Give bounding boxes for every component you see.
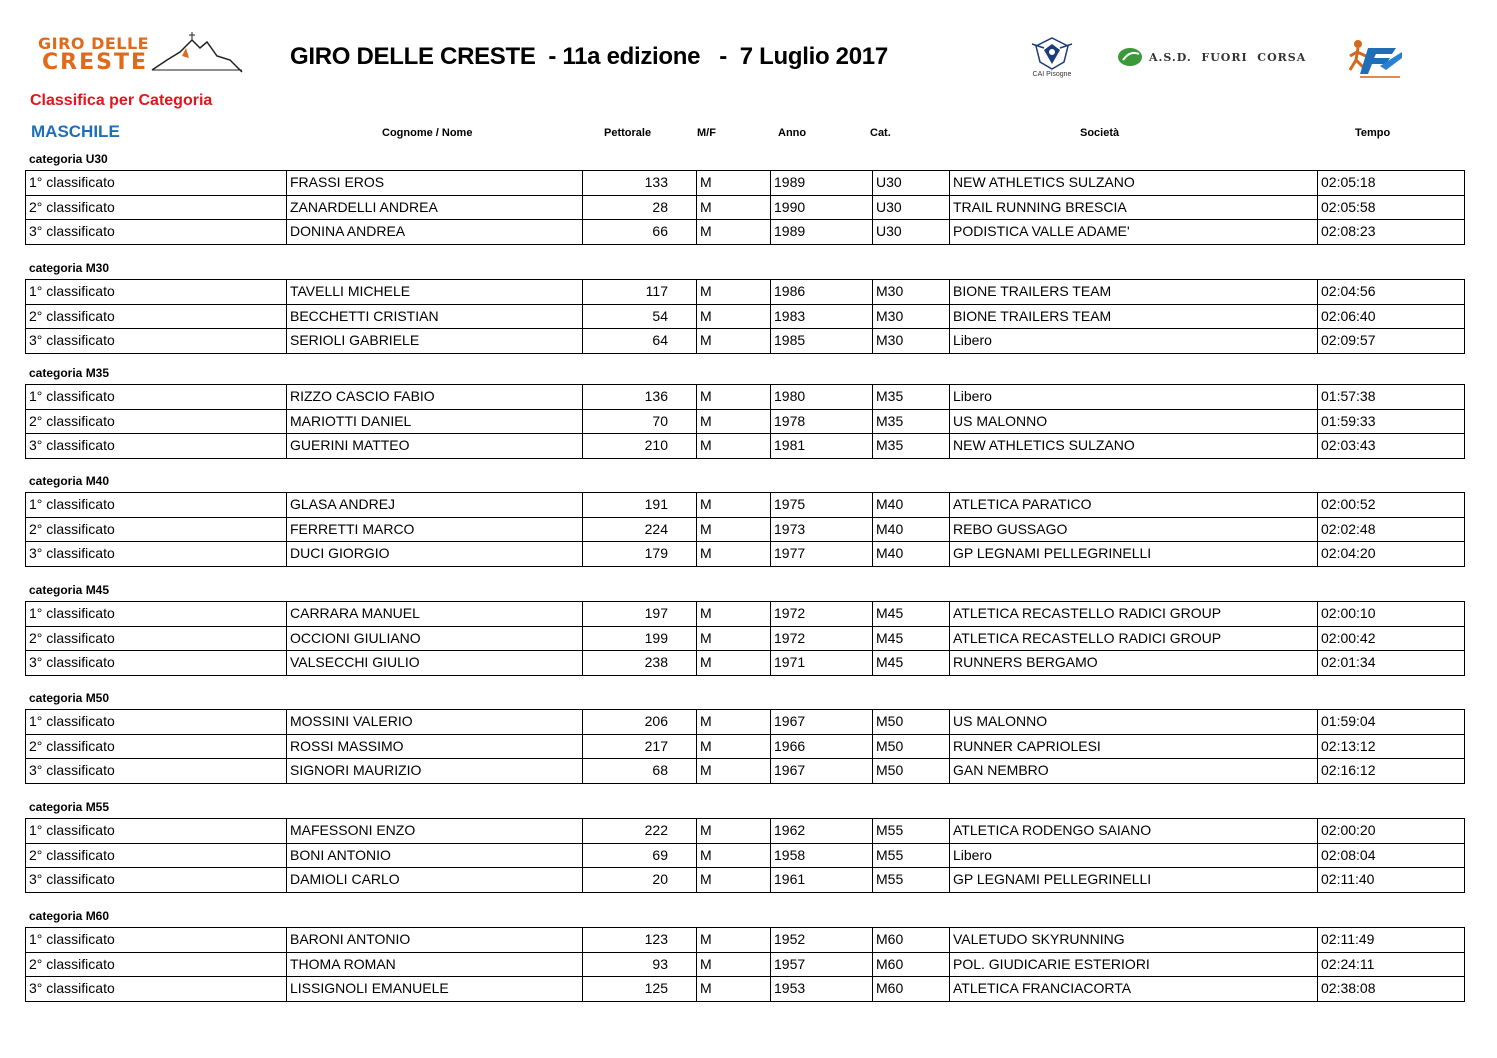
category-table [25, 601, 1465, 676]
anno-cell: 1990 [771, 195, 873, 220]
col-header-tempo: Tempo [1355, 127, 1391, 139]
table-row [26, 710, 1465, 735]
category-table [25, 818, 1465, 893]
anno-cell: 1967 [771, 759, 873, 784]
name-cell: RIZZO CASCIO FABIO [287, 385, 583, 410]
table-row [26, 493, 1465, 518]
tempo-cell: 02:04:56 [1318, 280, 1465, 305]
mf-cell: M [697, 710, 771, 735]
cat-cell: M45 [873, 651, 950, 676]
mf-cell: M [697, 734, 771, 759]
name-cell: DONINA ANDREA [287, 220, 583, 245]
anno-cell: 1981 [771, 434, 873, 459]
category-label: categoria M55 [29, 800, 110, 814]
position-cell: 3° classificato [26, 651, 287, 676]
category-label: categoria M40 [29, 474, 110, 488]
cat-cell: U30 [873, 171, 950, 196]
category-label: categoria M60 [29, 909, 110, 923]
table-row [26, 626, 1465, 651]
cat-cell: M40 [873, 493, 950, 518]
col-header-mf: M/F [697, 127, 716, 139]
tempo-cell: 02:05:18 [1318, 171, 1465, 196]
cat-cell: M30 [873, 329, 950, 354]
cat-cell: M50 [873, 734, 950, 759]
mf-cell: M [697, 409, 771, 434]
category-table [25, 927, 1465, 1002]
societa-cell: POL. GIUDICARIE ESTERIORI [950, 952, 1318, 977]
anno-cell: 1966 [771, 734, 873, 759]
mf-cell: M [697, 304, 771, 329]
name-cell: OCCIONI GIULIANO [287, 626, 583, 651]
cat-cell: M30 [873, 304, 950, 329]
societa-cell: US MALONNO [950, 710, 1318, 735]
cat-cell: M40 [873, 517, 950, 542]
pettorale-cell: 70 [583, 409, 697, 434]
societa-cell: GP LEGNAMI PELLEGRINELLI [950, 542, 1318, 567]
societa-cell: GP LEGNAMI PELLEGRINELLI [950, 868, 1318, 893]
tempo-cell: 02:05:58 [1318, 195, 1465, 220]
tempo-cell: 02:04:20 [1318, 542, 1465, 567]
mf-cell: M [697, 651, 771, 676]
tempo-cell: 02:11:40 [1318, 868, 1465, 893]
cat-cell: M45 [873, 602, 950, 627]
table-row [26, 434, 1465, 459]
tempo-cell: 02:03:43 [1318, 434, 1465, 459]
name-cell: GLASA ANDREJ [287, 493, 583, 518]
cat-cell: M35 [873, 409, 950, 434]
name-cell: MAFESSONI ENZO [287, 819, 583, 844]
name-cell: BARONI ANTONIO [287, 928, 583, 953]
col-header-pettorale: Pettorale [604, 127, 652, 139]
mf-cell: M [697, 220, 771, 245]
mf-cell: M [697, 626, 771, 651]
table-row [26, 329, 1465, 354]
mf-cell: M [697, 819, 771, 844]
pettorale-cell: 20 [583, 868, 697, 893]
position-cell: 1° classificato [26, 385, 287, 410]
logo-line1: GIRO DELLE [38, 34, 150, 53]
cat-cell: M60 [873, 952, 950, 977]
table-row [26, 220, 1465, 245]
tempo-cell: 02:08:23 [1318, 220, 1465, 245]
table-row [26, 977, 1465, 1002]
name-cell: SERIOLI GABRIELE [287, 329, 583, 354]
societa-cell: Libero [950, 385, 1318, 410]
anno-cell: 1958 [771, 843, 873, 868]
pettorale-cell: 28 [583, 195, 697, 220]
cat-cell: M50 [873, 710, 950, 735]
anno-cell: 1980 [771, 385, 873, 410]
col-header-name: Cognome / Nome [382, 127, 473, 139]
mf-cell: M [697, 329, 771, 354]
tempo-cell: 02:16:12 [1318, 759, 1465, 784]
category-table [25, 384, 1465, 459]
name-cell: LISSIGNOLI EMANUELE [287, 977, 583, 1002]
category-label: categoria M50 [29, 691, 110, 705]
pettorale-cell: 199 [583, 626, 697, 651]
name-cell: ROSSI MASSIMO [287, 734, 583, 759]
anno-cell: 1962 [771, 819, 873, 844]
anno-cell: 1972 [771, 626, 873, 651]
position-cell: 2° classificato [26, 843, 287, 868]
cat-cell: M50 [873, 759, 950, 784]
tempo-cell: 02:24:11 [1318, 952, 1465, 977]
mf-cell: M [697, 385, 771, 410]
table-row [26, 385, 1465, 410]
category-table [25, 492, 1465, 567]
cat-cell: M40 [873, 542, 950, 567]
name-cell: SIGNORI MAURIZIO [287, 759, 583, 784]
pettorale-cell: 64 [583, 329, 697, 354]
position-cell: 3° classificato [26, 542, 287, 567]
col-header-cat: Cat. [870, 127, 891, 139]
cat-cell: M60 [873, 928, 950, 953]
position-cell: 3° classificato [26, 759, 287, 784]
cat-cell: U30 [873, 220, 950, 245]
position-cell: 1° classificato [26, 493, 287, 518]
position-cell: 1° classificato [26, 710, 287, 735]
societa-cell: ATLETICA RECASTELLO RADICI GROUP [950, 602, 1318, 627]
anno-cell: 1986 [771, 280, 873, 305]
asd-text: A.S.D. FUORI CORSA [1149, 51, 1307, 64]
anno-cell: 1975 [771, 493, 873, 518]
table-row [26, 195, 1465, 220]
tempo-cell: 02:11:49 [1318, 928, 1465, 953]
name-cell: FRASSI EROS [287, 171, 583, 196]
cat-cell: M55 [873, 843, 950, 868]
name-cell: MOSSINI VALERIO [287, 710, 583, 735]
anno-cell: 1973 [771, 517, 873, 542]
cai-pisogne-logo [1024, 36, 1080, 82]
cai-emblem-icon [1024, 36, 1080, 72]
table-row [26, 868, 1465, 893]
position-cell: 3° classificato [26, 977, 287, 1002]
anno-cell: 1967 [771, 710, 873, 735]
position-cell: 3° classificato [26, 220, 287, 245]
mf-cell: M [697, 493, 771, 518]
position-cell: 1° classificato [26, 928, 287, 953]
name-cell: BONI ANTONIO [287, 843, 583, 868]
name-cell: VALSECCHI GIULIO [287, 651, 583, 676]
pettorale-cell: 69 [583, 843, 697, 868]
mf-cell: M [697, 517, 771, 542]
name-cell: TAVELLI MICHELE [287, 280, 583, 305]
pettorale-cell: 125 [583, 977, 697, 1002]
societa-cell: BIONE TRAILERS TEAM [950, 280, 1318, 305]
cat-cell: M60 [873, 977, 950, 1002]
mf-cell: M [697, 928, 771, 953]
name-cell: DAMIOLI CARLO [287, 868, 583, 893]
cat-cell: U30 [873, 195, 950, 220]
mf-cell: M [697, 759, 771, 784]
anno-cell: 1989 [771, 171, 873, 196]
anno-cell: 1985 [771, 329, 873, 354]
anno-cell: 1971 [771, 651, 873, 676]
pettorale-cell: 191 [583, 493, 697, 518]
category-table [25, 170, 1465, 245]
pettorale-cell: 179 [583, 542, 697, 567]
name-cell: ZANARDELLI ANDREA [287, 195, 583, 220]
runner-leaf-icon [1117, 46, 1145, 68]
cat-cell: M35 [873, 434, 950, 459]
anno-cell: 1983 [771, 304, 873, 329]
name-cell: MARIOTTI DANIEL [287, 409, 583, 434]
position-cell: 1° classificato [26, 819, 287, 844]
societa-cell: RUNNERS BERGAMO [950, 651, 1318, 676]
tempo-cell: 02:00:20 [1318, 819, 1465, 844]
tempo-cell: 01:57:38 [1318, 385, 1465, 410]
pettorale-cell: 93 [583, 952, 697, 977]
societa-cell: Libero [950, 843, 1318, 868]
tempo-cell: 02:38:08 [1318, 977, 1465, 1002]
table-row [26, 171, 1465, 196]
tempo-cell: 01:59:33 [1318, 409, 1465, 434]
mf-cell: M [697, 977, 771, 1002]
pettorale-cell: 197 [583, 602, 697, 627]
table-row [26, 734, 1465, 759]
position-cell: 3° classificato [26, 868, 287, 893]
societa-cell: RUNNER CAPRIOLESI [950, 734, 1318, 759]
table-row [26, 602, 1465, 627]
name-cell: CARRARA MANUEL [287, 602, 583, 627]
table-row [26, 819, 1465, 844]
pettorale-cell: 66 [583, 220, 697, 245]
col-header-anno: Anno [778, 127, 807, 139]
societa-cell: US MALONNO [950, 409, 1318, 434]
tempo-cell: 02:01:34 [1318, 651, 1465, 676]
tempo-cell: 02:13:12 [1318, 734, 1465, 759]
name-cell: GUERINI MATTEO [287, 434, 583, 459]
asd-fuori-corsa-logo [1117, 46, 1307, 70]
cai-caption: CAI Pisogne [1032, 71, 1072, 78]
category-label: categoria M35 [29, 366, 110, 380]
table-row [26, 759, 1465, 784]
societa-cell: PODISTICA VALLE ADAME' [950, 220, 1318, 245]
name-cell: FERRETTI MARCO [287, 517, 583, 542]
mf-cell: M [697, 171, 771, 196]
pettorale-cell: 222 [583, 819, 697, 844]
table-row [26, 280, 1465, 305]
cat-cell: M55 [873, 819, 950, 844]
anno-cell: 1978 [771, 409, 873, 434]
anno-cell: 1989 [771, 220, 873, 245]
table-row [26, 517, 1465, 542]
position-cell: 2° classificato [26, 304, 287, 329]
pettorale-cell: 68 [583, 759, 697, 784]
pettorale-cell: 123 [583, 928, 697, 953]
category-table [25, 279, 1465, 354]
pettorale-cell: 54 [583, 304, 697, 329]
societa-cell: ATLETICA RECASTELLO RADICI GROUP [950, 626, 1318, 651]
mf-cell: M [697, 843, 771, 868]
cat-cell: M30 [873, 280, 950, 305]
pettorale-cell: 210 [583, 434, 697, 459]
pettorale-cell: 133 [583, 171, 697, 196]
societa-cell: ATLETICA RODENGO SAIANO [950, 819, 1318, 844]
mf-cell: M [697, 542, 771, 567]
table-row [26, 952, 1465, 977]
tempo-cell: 02:09:57 [1318, 329, 1465, 354]
tempo-cell: 02:08:04 [1318, 843, 1465, 868]
pettorale-cell: 224 [583, 517, 697, 542]
pettorale-cell: 238 [583, 651, 697, 676]
tempo-cell: 02:00:52 [1318, 493, 1465, 518]
giro-delle-creste-logo [32, 30, 247, 78]
societa-cell: NEW ATHLETICS SULZANO [950, 171, 1318, 196]
tempo-cell: 02:00:10 [1318, 602, 1465, 627]
pettorale-cell: 217 [583, 734, 697, 759]
table-row [26, 843, 1465, 868]
position-cell: 2° classificato [26, 195, 287, 220]
name-cell: BECCHETTI CRISTIAN [287, 304, 583, 329]
societa-cell: ATLETICA FRANCIACORTA [950, 977, 1318, 1002]
societa-cell: GAN NEMBRO [950, 759, 1318, 784]
name-cell: THOMA ROMAN [287, 952, 583, 977]
anno-cell: 1957 [771, 952, 873, 977]
fs-logo [1346, 38, 1406, 80]
anno-cell: 1952 [771, 928, 873, 953]
pettorale-cell: 136 [583, 385, 697, 410]
table-row [26, 651, 1465, 676]
logo-line2: CRESTE [42, 50, 148, 75]
societa-cell: BIONE TRAILERS TEAM [950, 304, 1318, 329]
pettorale-cell: 117 [583, 280, 697, 305]
tempo-cell: 02:02:48 [1318, 517, 1465, 542]
col-header-societa: Società [1080, 127, 1120, 139]
runner-fs-icon [1346, 38, 1406, 80]
societa-cell: NEW ATHLETICS SULZANO [950, 434, 1318, 459]
position-cell: 2° classificato [26, 517, 287, 542]
anno-cell: 1977 [771, 542, 873, 567]
tempo-cell: 02:00:42 [1318, 626, 1465, 651]
name-cell: DUCI GIORGIO [287, 542, 583, 567]
position-cell: 2° classificato [26, 952, 287, 977]
mf-cell: M [697, 434, 771, 459]
position-cell: 2° classificato [26, 626, 287, 651]
table-row [26, 409, 1465, 434]
position-cell: 3° classificato [26, 329, 287, 354]
table-row [26, 542, 1465, 567]
category-table [25, 709, 1465, 784]
position-cell: 3° classificato [26, 434, 287, 459]
societa-cell: REBO GUSSAGO [950, 517, 1318, 542]
mf-cell: M [697, 280, 771, 305]
anno-cell: 1972 [771, 602, 873, 627]
anno-cell: 1961 [771, 868, 873, 893]
pettorale-cell: 206 [583, 710, 697, 735]
table-row [26, 304, 1465, 329]
position-cell: 1° classificato [26, 602, 287, 627]
position-cell: 1° classificato [26, 171, 287, 196]
category-label: categoria M30 [29, 261, 110, 275]
societa-cell: VALETUDO SKYRUNNING [950, 928, 1318, 953]
page-title: GIRO DELLE CRESTE - 11a edizione - 7 Luglio 2017 [290, 43, 888, 70]
section-title: MASCHILE [31, 122, 120, 141]
mf-cell: M [697, 952, 771, 977]
position-cell: 2° classificato [26, 409, 287, 434]
cat-cell: M35 [873, 385, 950, 410]
tempo-cell: 01:59:04 [1318, 710, 1465, 735]
mf-cell: M [697, 195, 771, 220]
mf-cell: M [697, 602, 771, 627]
category-label: categoria M45 [29, 583, 110, 597]
cat-cell: M45 [873, 626, 950, 651]
societa-cell: TRAIL RUNNING BRESCIA [950, 195, 1318, 220]
subtitle: Classifica per Categoria [30, 92, 213, 109]
cat-cell: M55 [873, 868, 950, 893]
position-cell: 2° classificato [26, 734, 287, 759]
table-row [26, 928, 1465, 953]
position-cell: 1° classificato [26, 280, 287, 305]
category-label: categoria U30 [29, 152, 108, 166]
societa-cell: ATLETICA PARATICO [950, 493, 1318, 518]
societa-cell: Libero [950, 329, 1318, 354]
tempo-cell: 02:06:40 [1318, 304, 1465, 329]
anno-cell: 1953 [771, 977, 873, 1002]
mf-cell: M [697, 868, 771, 893]
